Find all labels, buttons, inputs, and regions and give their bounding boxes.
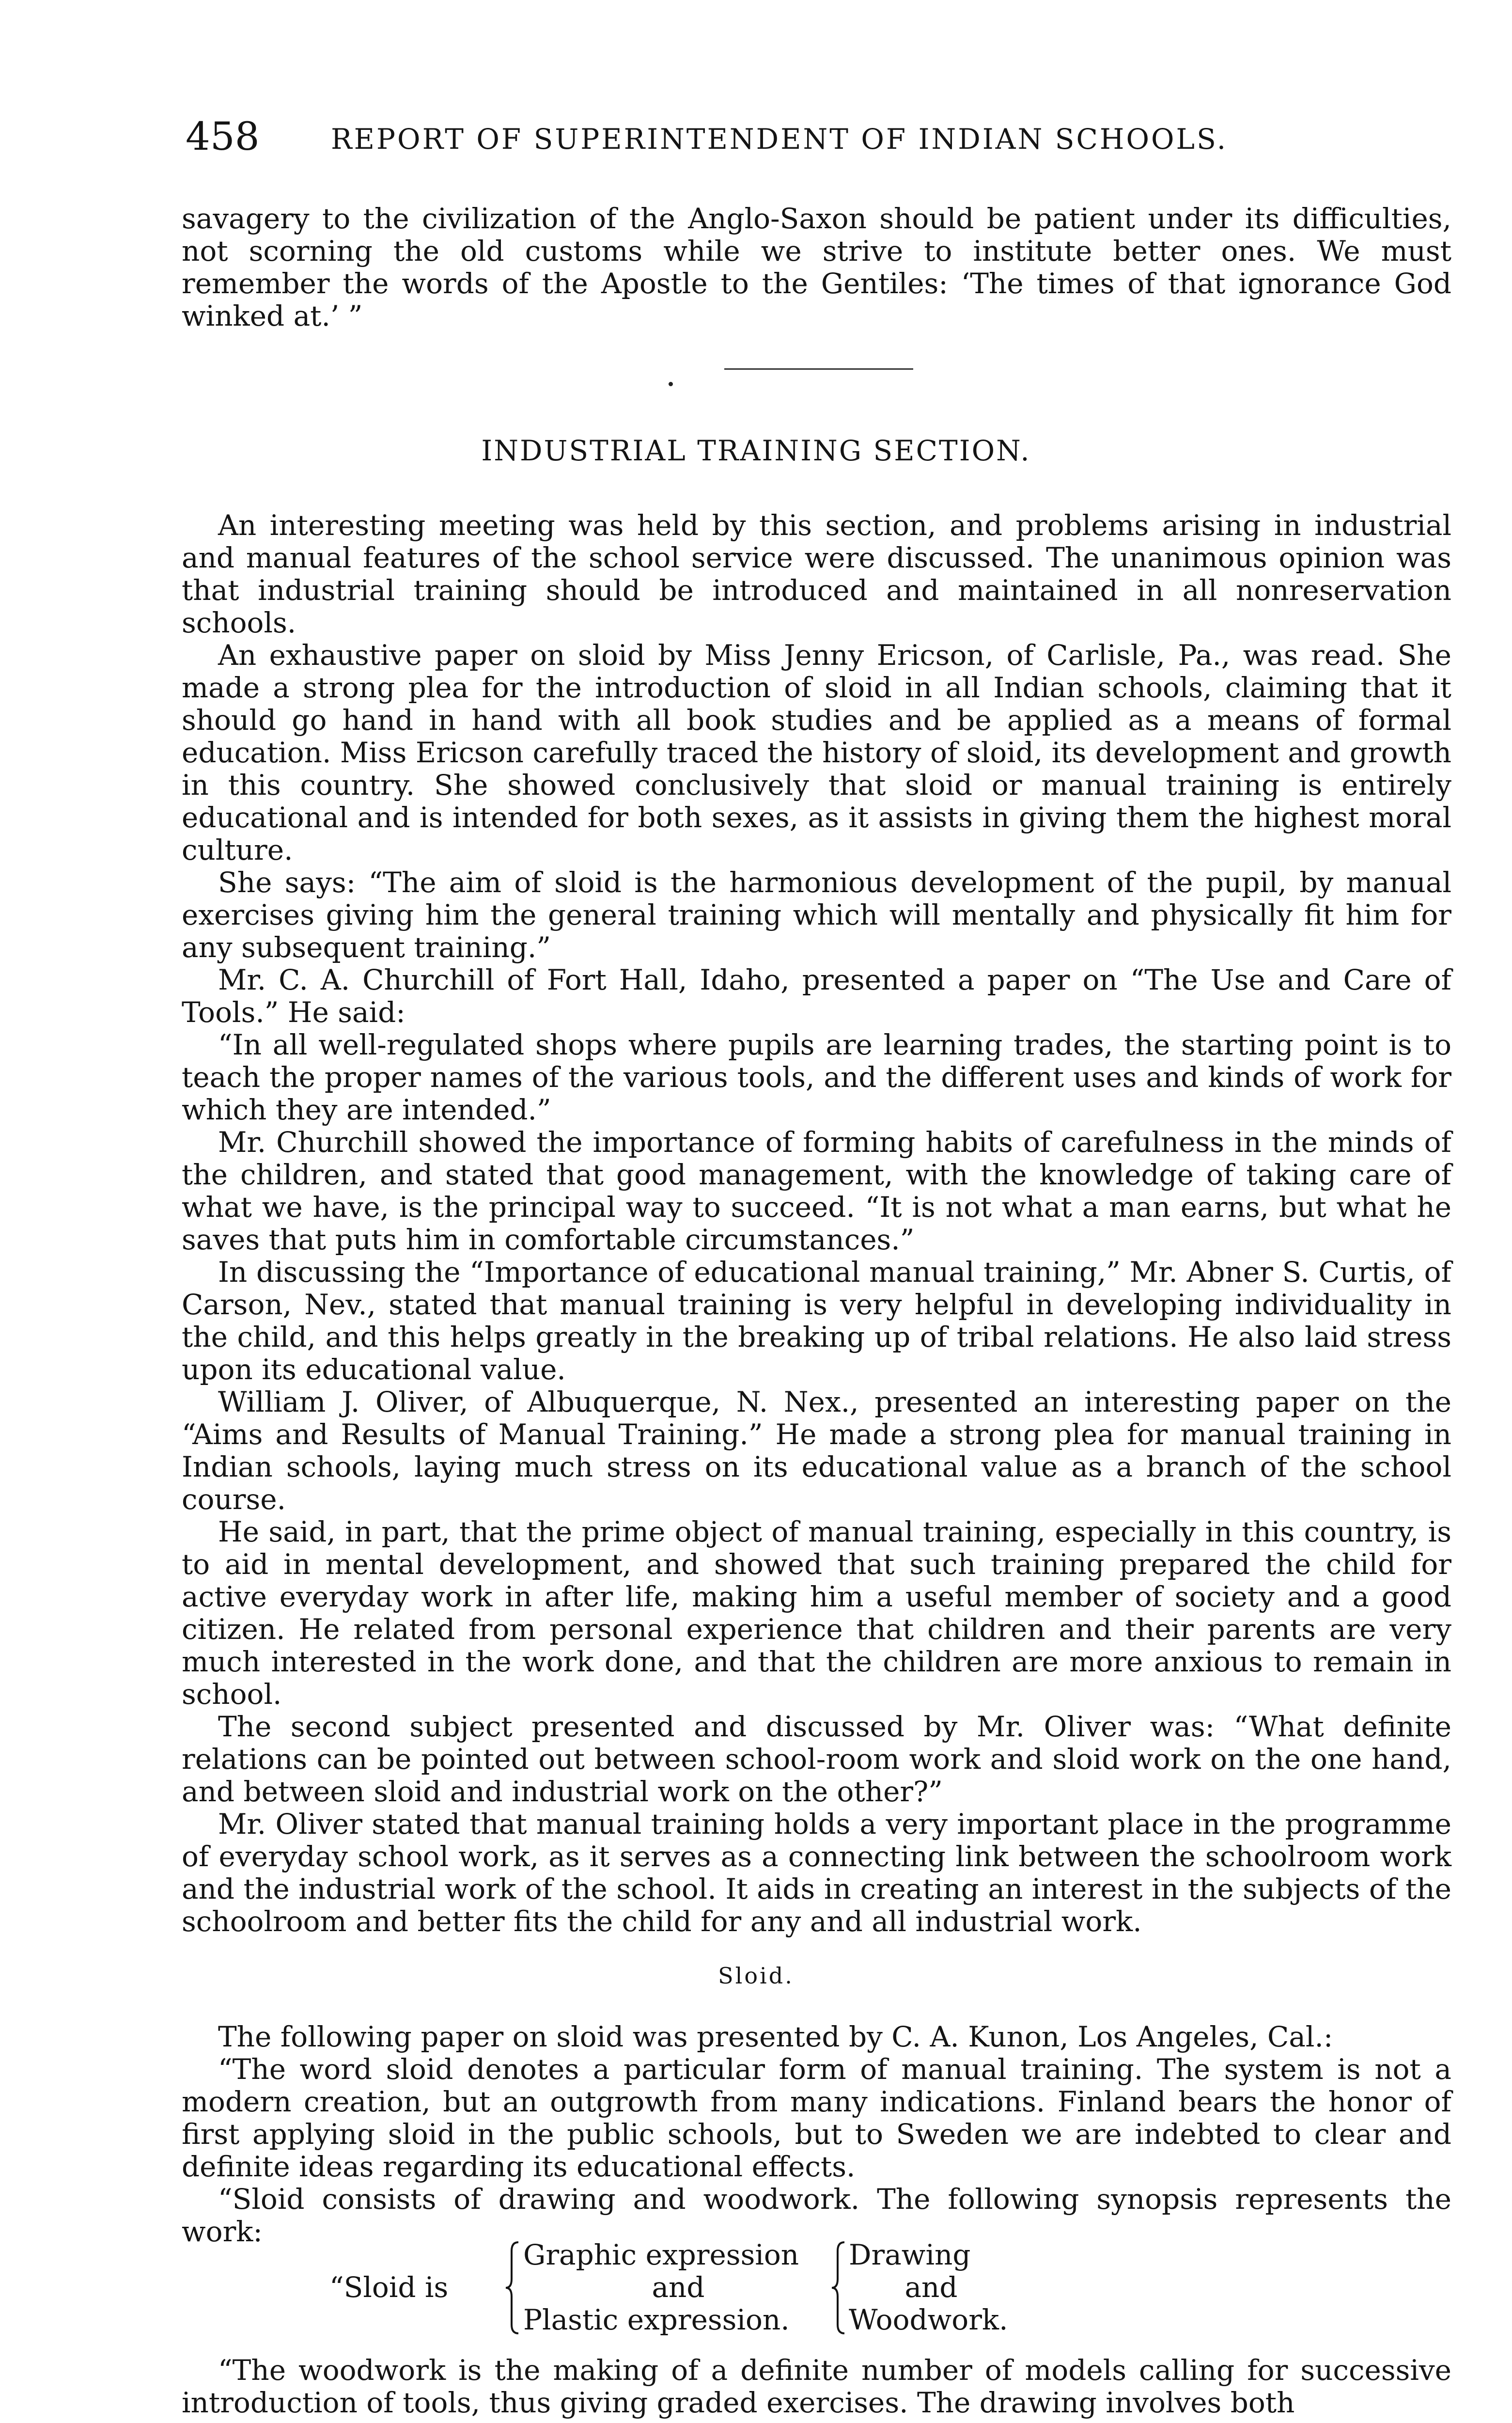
divider-dot	[669, 382, 673, 386]
page-header	[186, 114, 1439, 157]
synopsis-expressions	[523, 2239, 833, 2336]
synopsis-expression: Plastic expression.	[523, 2303, 790, 2336]
right-brace-icon	[831, 2241, 845, 2334]
industrial-section-body	[182, 509, 1451, 1938]
paragraph: An interesting meeting was held by this section, and problems arising in industrial and manual features of the school service were discussed. The unanimous opinion was that industrial training should be introduced and maintained in all nonreservation schools.	[182, 509, 1451, 639]
intro-block	[182, 203, 1451, 332]
paragraph: The second subject presented and discussed by Mr. Oliver was: “What definite relations can be pointed out between school-room work and sloid work on the one hand, and between sloid and industrial work on the other?”	[182, 1710, 1451, 1808]
synopsis-conjunction: and	[652, 2271, 705, 2304]
section-divider	[724, 368, 913, 370]
synopsis-activity: Drawing	[849, 2238, 971, 2271]
paragraph: Mr. Churchill showed the importance of forming habits of carefulness in the minds of the children, and stated that good management, with the knowledge of taking care of what we have, is the principal way to succeed. “It is not what a man earns, but what he saves that puts him in comfortable circumstances.”	[182, 1126, 1451, 1256]
paragraph: “The word sloid denotes a particular form of manual training. The system is not a modern creation, but an outgrowth from many indications. Finland bears the honor of first applying sloid in the public schools, but to Sweden we are indebted to clear and definite ideas regarding its educational effects.	[182, 2053, 1451, 2183]
paragraph: He said, in part, that the prime object of manual training, especially in this country, is to aid in mental development, and showed that such training prepared the child for active everyday work in after life, making him a useful member of society and a good citizen. He related from personal experience that children and their parents are very much interested in the work done, and that the children are more anxious to remain in school.	[182, 1515, 1451, 1711]
synopsis-activity: Woodwork.	[849, 2303, 1008, 2336]
intro-paragraph: savagery to the civilization of the Anglo-Saxon should be patient under its difficulties, not scorning the old customs while we strive to institute better ones. We must remember the words of the Apostle to the Gentiles: ‘The times of that ignorance God winked at.’ ”	[182, 202, 1451, 332]
synopsis-activities	[849, 2239, 1013, 2336]
paragraph: “Sloid consists of drawing and woodwork. The following synopsis represents the work:	[182, 2183, 1451, 2248]
paragraph: The following paper on sloid was presented by C. A. Kunon, Los Angeles, Cal.:	[218, 2020, 1333, 2053]
synopsis-label: “Sloid is	[329, 2271, 449, 2304]
final-block	[182, 2354, 1451, 2419]
paragraph: William J. Oliver, of Albuquerque, N. Nex., presented an interesting paper on the “Aims and Results of Manual Training.” He made a strong plea for manual training in Indian schools, laying much stress on its educational value as a branch of the school course.	[182, 1385, 1451, 1516]
synopsis-expression: Graphic expression	[523, 2238, 799, 2271]
section-title: INDUSTRIAL TRAINING SECTION.	[481, 434, 1031, 467]
page-number: 458	[186, 114, 260, 159]
sloid-subheading: Sloid.	[718, 1963, 794, 1989]
paragraph: Mr. C. A. Churchill of Fort Hall, Idaho, presented a paper on “The Use and Care of Tools.” He said:	[182, 963, 1451, 1029]
sloid-synopsis	[329, 2239, 1105, 2341]
running-title: REPORT OF SUPERINTENDENT OF INDIAN SCHOOLS.	[331, 123, 1228, 156]
paragraph: She says: “The aim of sloid is the harmonious development of the pupil, by manual exercises giving him the general training which will mentally and physically fit him for any subsequent training.”	[182, 866, 1451, 964]
paragraph: In discussing the “Importance of educational manual training,” Mr. Abner S. Curtis, of Carson, Nev., stated that manual training is very helpful in developing individuality in the child, and this helps greatly in the breaking up of tribal relations. He also laid stress upon its educational value.	[182, 1256, 1451, 1386]
paragraph: An exhaustive paper on sloid by Miss Jenny Ericson, of Carlisle, Pa., was read. She made a strong plea for the introduction of sloid in all Indian schools, claiming that it should go hand in hand with all book studies and be applied as a means of formal education. Miss Ericson carefully traced the history of sloid, its development and growth in this country. She showed conclusively that sloid or manual training is entirely educational and is intended for both sexes, as it assists in giving them the highest moral culture.	[182, 639, 1451, 866]
quotation-paragraph: “In all well-regulated shops where pupils are learning trades, the starting point is to teach the proper names of the various tools, and the different uses and kinds of work for which they are intended.”	[182, 1028, 1451, 1126]
left-brace-icon	[505, 2241, 519, 2334]
paragraph: Mr. Oliver stated that manual training holds a very important place in the programme of everyday school work, as it serves as a connecting link between the schoolroom work and the industrial work of the school. It aids in creating an interest in the subjects of the schoolroom and better fits the child for any and all industrial work.	[182, 1808, 1451, 1938]
sloid-body	[182, 2021, 1451, 2248]
synopsis-conjunction: and	[904, 2271, 958, 2304]
paragraph: “The woodwork is the making of a definite number of models calling for successive introduction of tools, thus giving graded exercises. The drawing involves both	[182, 2354, 1451, 2419]
